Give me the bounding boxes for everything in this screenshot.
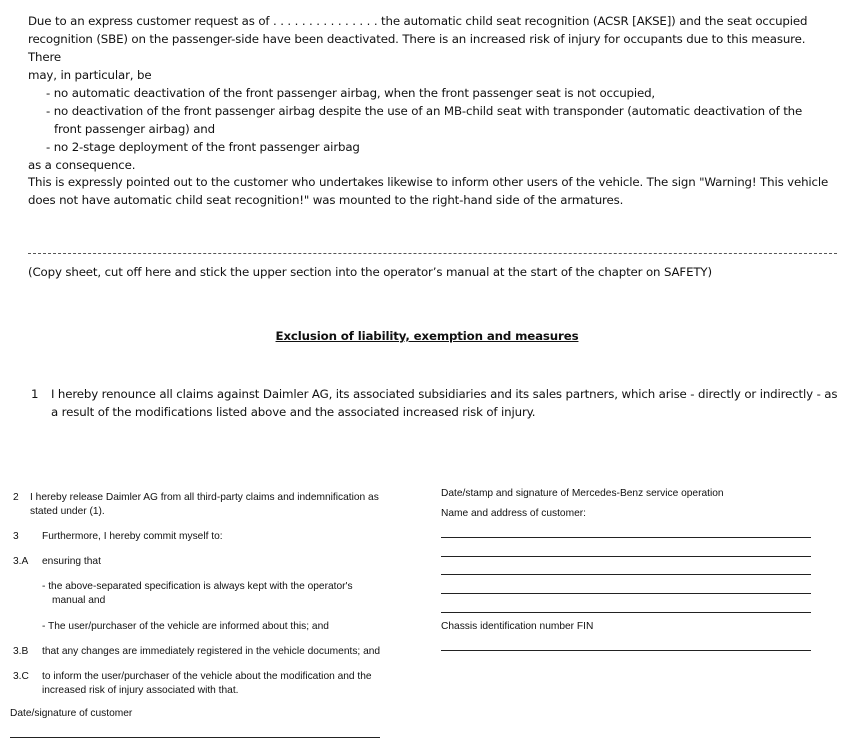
section-heading: [0, 327, 854, 345]
customer-signature-label: Date/signature of customer: [10, 708, 133, 719]
customer-notice-paragraph: [28, 173, 840, 209]
clause-3c-text: [42, 670, 432, 698]
clause-1-number: 1: [31, 387, 39, 401]
address-line[interactable]: [441, 612, 811, 613]
chassis-number-line[interactable]: [441, 650, 811, 651]
cut-line: [28, 253, 837, 254]
sub-line: - the above-separated specification is always kept with the operator's: [42, 581, 353, 592]
clause-3a-number: 3.A: [13, 556, 29, 567]
intro-line: Due to an express customer request as of . . . . . . . . . . . . . . . the automatic child seat recognition (ACSR [AKSE]) and the seat occupied: [28, 14, 808, 28]
clause-2-number: 2: [13, 492, 19, 503]
clause-line: to inform the user/purchaser of the vehicle about the modification and the: [42, 671, 372, 682]
chassis-number-label: Chassis identification number FIN: [441, 621, 594, 632]
clause-3a-text: ensuring that: [42, 556, 101, 567]
sub-line-continued: manual and: [52, 595, 106, 606]
notice-line: does not have automatic child seat recognition!" was mounted to the right-hand side of the armatures.: [28, 193, 624, 207]
address-line[interactable]: [441, 574, 811, 575]
bullet-item-continued: front passenger airbag) and: [54, 122, 215, 136]
clause-line: stated under (1).: [30, 506, 105, 517]
clause-line: a result of the modifications listed above and the associated increased risk of injury.: [51, 405, 536, 419]
clause-3-number: 3: [13, 531, 19, 542]
bullet-item: - no automatic deactivation of the front passenger airbag, when the front passenger seat is not occupied,: [46, 86, 656, 100]
sub-item-1: [42, 580, 432, 608]
customer-signature-line[interactable]: [10, 737, 380, 738]
cut-instruction: (Copy sheet, cut off here and stick the upper section into the operator’s manual at the start of the chapter on SAFETY): [28, 265, 712, 279]
intro-paragraph: [28, 12, 840, 174]
address-line[interactable]: [441, 556, 811, 557]
clause-line: I hereby renounce all claims against Daimler AG, its associated subsidiaries and its sales partners, which arise - directly or indirectly - as: [51, 387, 838, 401]
bullet-item: - no deactivation of the front passenger airbag despite the use of an MB-child seat with transponder (automatic deactivation of the: [46, 104, 803, 118]
sub-item-2: - The user/purchaser of the vehicle are informed about this; and: [42, 621, 329, 632]
heading-text: Exclusion of liability, exemption and measures: [275, 329, 579, 343]
intro-line: recognition (SBE) on the passenger-side have been deactivated. There is an increased risk of injury for occupants due to this measure. There: [28, 32, 806, 64]
customer-name-address-label: Name and address of customer:: [441, 508, 586, 519]
bullet-item: - no 2-stage deployment of the front passenger airbag: [46, 140, 360, 154]
clause-1-text: [51, 385, 841, 421]
clause-3b-number: 3.B: [13, 646, 29, 657]
intro-line: may, in particular, be: [28, 68, 152, 82]
clause-3c-number: 3.C: [13, 671, 29, 682]
clause-2-text: [30, 491, 430, 519]
clause-line: I hereby release Daimler AG from all third-party claims and indemnification as: [30, 492, 379, 503]
address-line[interactable]: [441, 537, 811, 538]
service-stamp-label: Date/stamp and signature of Mercedes-Benz service operation: [441, 488, 724, 499]
notice-line: This is expressly pointed out to the customer who undertakes likewise to inform other users of the vehicle. The sign "Warning! This vehicle: [28, 175, 829, 189]
clause-3-text: Furthermore, I hereby commit myself to:: [42, 531, 223, 542]
clause-3b-text: that any changes are immediately registered in the vehicle documents; and: [42, 646, 381, 657]
address-line[interactable]: [441, 593, 811, 594]
clause-line: increased risk of injury associated with that.: [42, 685, 239, 696]
consequence-text: as a consequence.: [28, 158, 136, 172]
